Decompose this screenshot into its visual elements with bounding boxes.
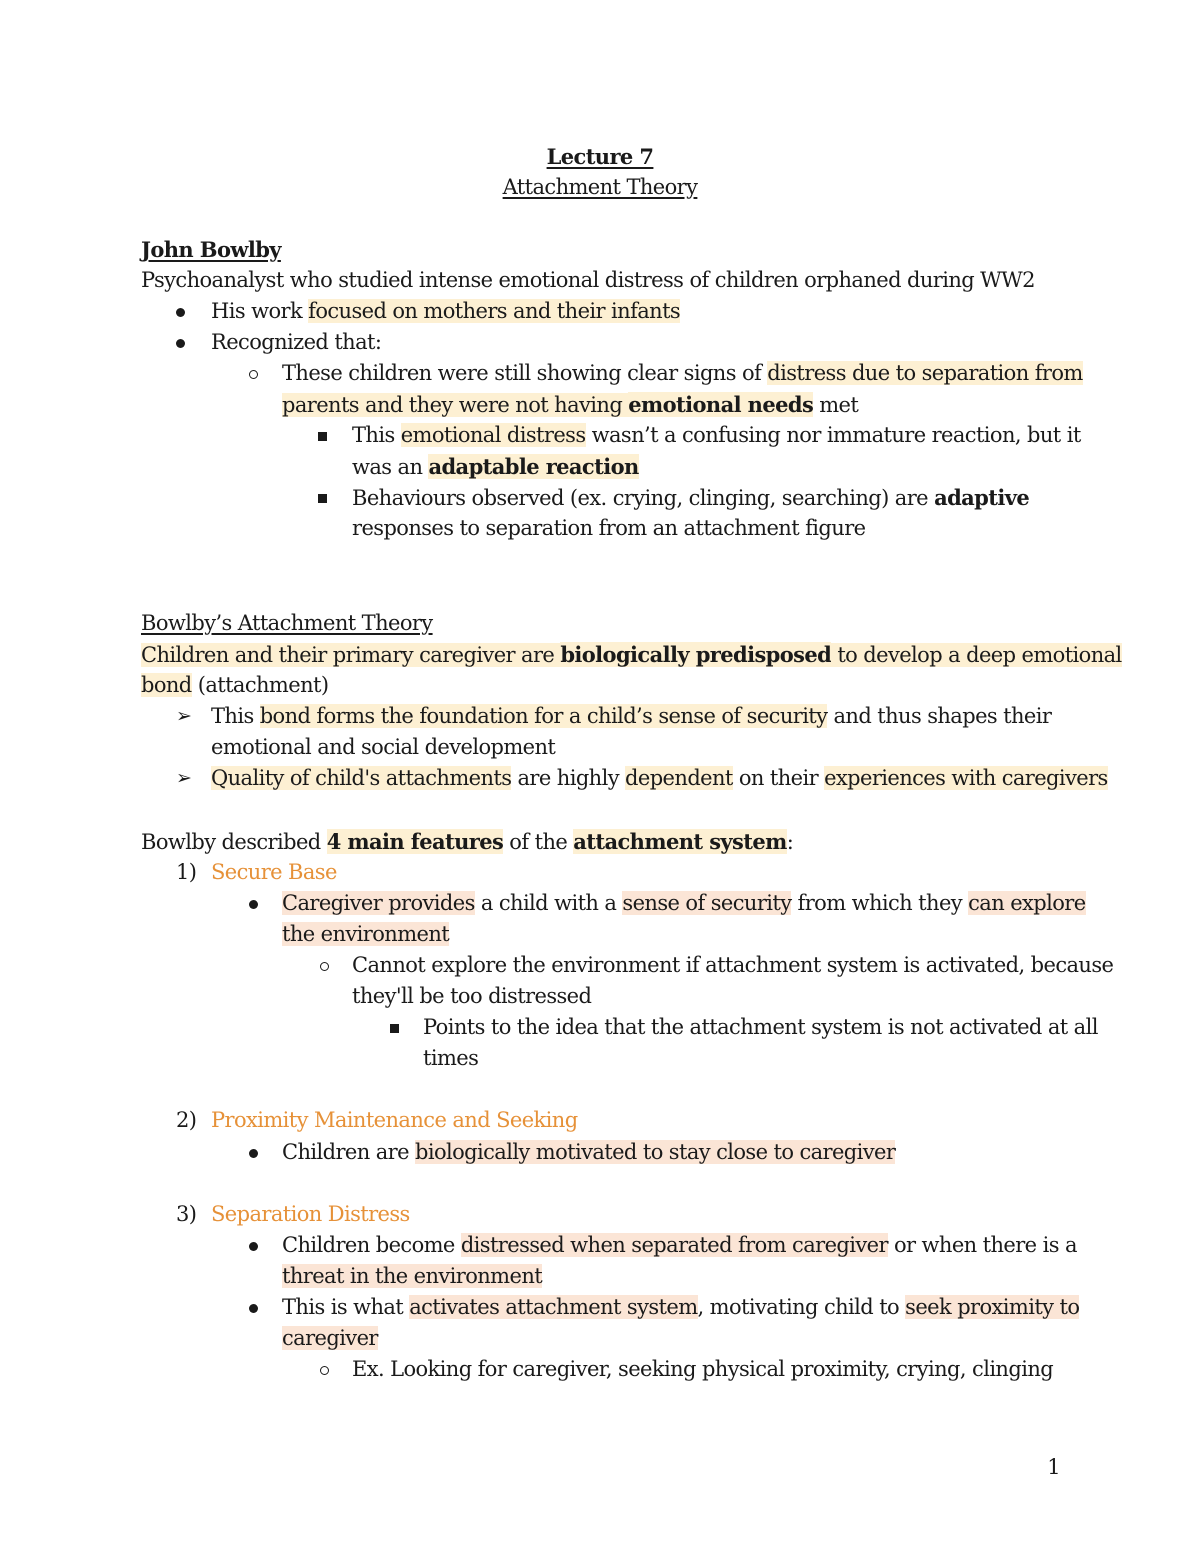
- arrow-bullet-icon: ➢: [176, 705, 192, 727]
- feature-number: 3): [176, 1202, 197, 1226]
- theory-paragraph-continued: bond (attachment): [141, 673, 329, 697]
- list-item-continued: threat in the environment: [282, 1264, 543, 1288]
- square-bullet-icon: [318, 420, 327, 451]
- list-item: Quality of child's attachments are highly dependent on their experiences with caregivers: [211, 766, 1108, 790]
- bullet-icon: [249, 1292, 258, 1323]
- feature-title-proximity: Proximity Maintenance and Seeking: [211, 1108, 578, 1132]
- list-item: Points to the idea that the attachment system is not activated at all: [423, 1015, 1098, 1039]
- lecture-subtitle: Attachment Theory: [502, 175, 698, 199]
- list-item: This emotional distress wasn’t a confusing nor immature reaction, but it: [352, 423, 1081, 447]
- page-number: 1: [1047, 1455, 1060, 1479]
- list-item-continued: the environment: [282, 922, 450, 946]
- feature-number: 1): [176, 860, 197, 884]
- list-item: These children were still showing clear signs of distress due to separation from: [282, 361, 1083, 385]
- hollow-bullet-icon: [320, 1354, 329, 1385]
- bullet-icon: [249, 1230, 258, 1261]
- list-item-continued: caregiver: [282, 1326, 378, 1350]
- list-item: Caregiver provides a child with a sense of security from which they can explore: [282, 891, 1086, 915]
- list-item: Behaviours observed (ex. crying, clinging, searching) are adaptive: [352, 485, 1030, 510]
- list-item: Children become distressed when separated from caregiver or when there is a: [282, 1233, 1077, 1257]
- list-item: His work focused on mothers and their infants: [211, 299, 681, 323]
- list-item-continued: responses to separation from an attachment figure: [352, 516, 866, 540]
- list-item-continued: times: [423, 1046, 479, 1070]
- features-intro: Bowlby described 4 main features of the attachment system:: [141, 829, 794, 854]
- list-item-continued: emotional and social development: [211, 735, 556, 759]
- section-heading-john-bowlby: John Bowlby: [141, 237, 281, 262]
- arrow-bullet-icon: ➢: [176, 767, 192, 789]
- list-item: Children are biologically motivated to stay close to caregiver: [282, 1140, 896, 1164]
- bullet-icon: [249, 1137, 258, 1168]
- feature-title-secure-base: Secure Base: [211, 860, 337, 884]
- list-item: This bond forms the foundation for a child’s sense of security and thus shapes their: [211, 704, 1052, 728]
- section-heading-attachment-theory: Bowlby’s Attachment Theory: [141, 611, 433, 635]
- bullet-icon: [249, 888, 258, 919]
- bullet-icon: [176, 327, 185, 358]
- list-item-continued: was an adaptable reaction: [352, 454, 639, 479]
- list-item: Ex. Looking for caregiver, seeking physical proximity, crying, clinging: [352, 1357, 1054, 1381]
- hollow-bullet-icon: [320, 950, 329, 981]
- lecture-title: Lecture 7: [546, 144, 654, 169]
- list-item: This is what activates attachment system, motivating child to seek proximity to: [282, 1295, 1080, 1319]
- bowlby-intro: Psychoanalyst who studied intense emotional distress of children orphaned during WW2: [141, 268, 1035, 292]
- feature-title-separation-distress: Separation Distress: [211, 1202, 410, 1226]
- theory-paragraph: Children and their primary caregiver are biologically predisposed to develop a deep emotional: [141, 642, 1122, 667]
- list-item-continued: parents and they were not having emotional needs met: [282, 392, 859, 417]
- list-item: Cannot explore the environment if attachment system is activated, because: [352, 953, 1114, 977]
- feature-number: 2): [176, 1108, 197, 1132]
- list-item-continued: they'll be too distressed: [352, 984, 592, 1008]
- square-bullet-icon: [390, 1012, 399, 1043]
- square-bullet-icon: [318, 482, 327, 513]
- hollow-bullet-icon: [249, 358, 258, 389]
- bullet-icon: [176, 296, 185, 327]
- list-item: Recognized that:: [211, 330, 382, 354]
